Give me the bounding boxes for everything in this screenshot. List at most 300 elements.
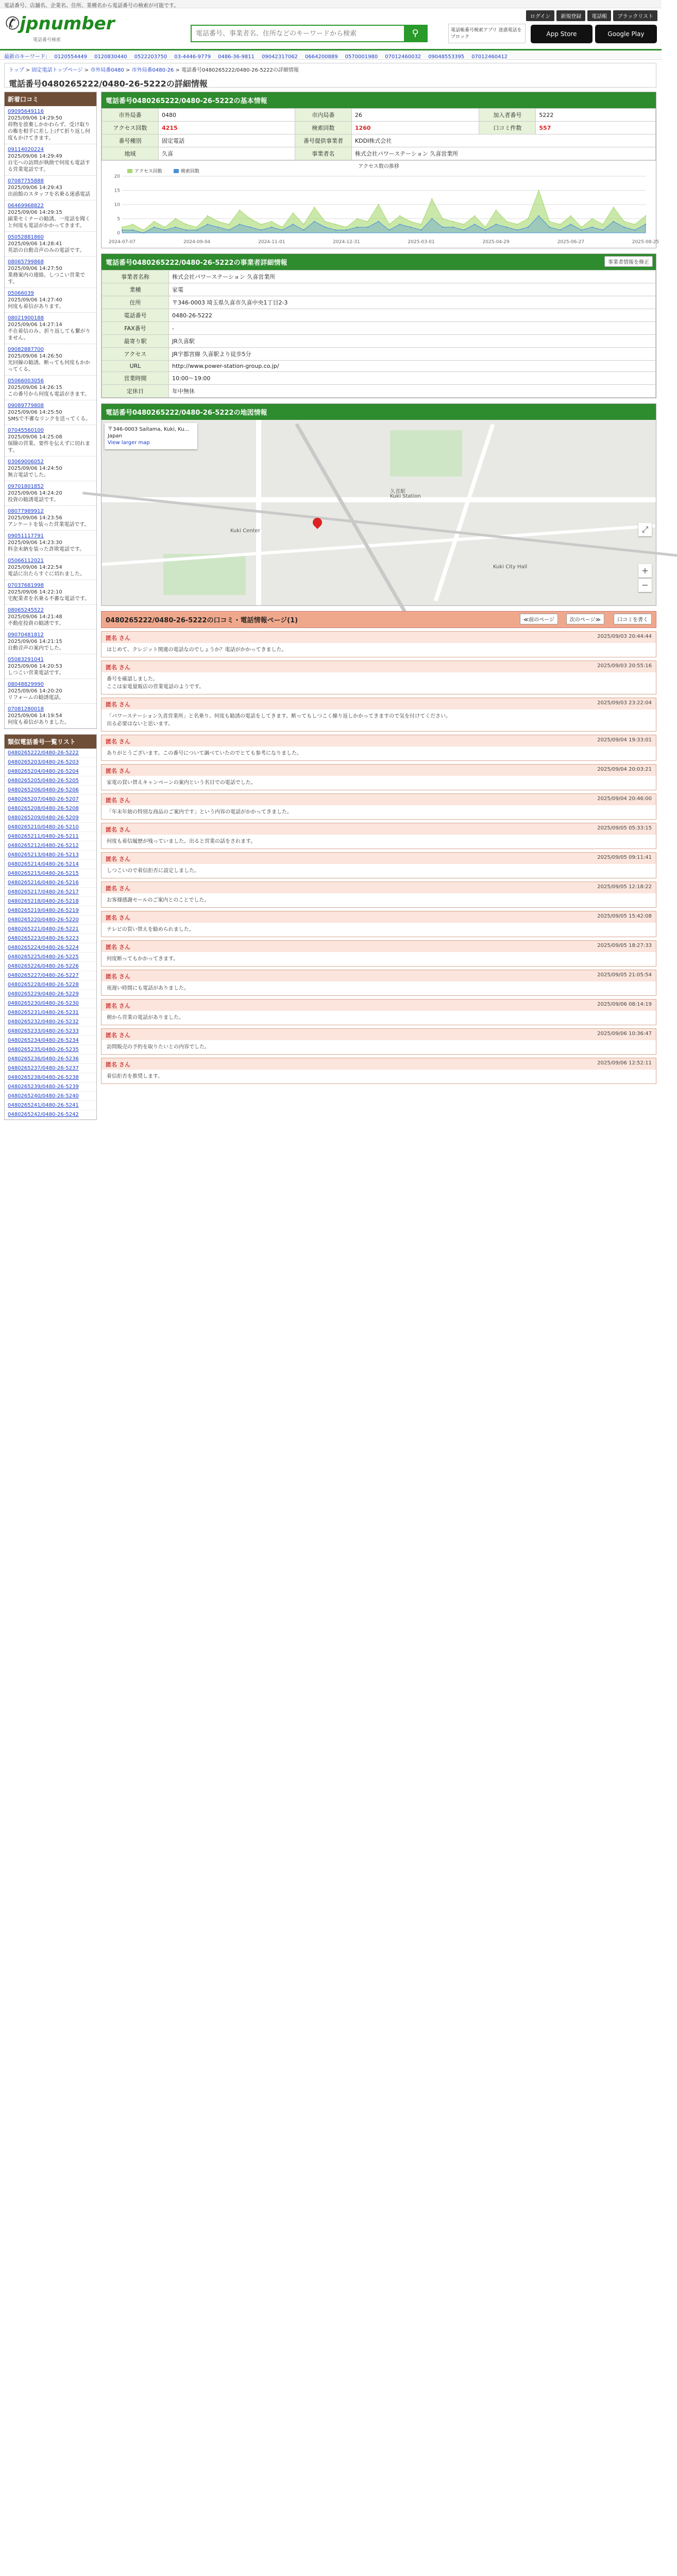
- review-date: 2025/09/04 19:33:01: [597, 737, 652, 743]
- site-logo[interactable]: [5, 13, 115, 34]
- review-date: 2025/09/03 20:55:16: [597, 663, 652, 669]
- chart-point: [623, 227, 624, 228]
- basic-info-cell: アクセス回数: [102, 122, 159, 134]
- review-date: 2025/09/05 05:33:15: [597, 825, 652, 831]
- logo-subtitle: 電話番号検索: [33, 38, 61, 43]
- similar-number-link[interactable]: 0480265222/0480-26-5222: [5, 749, 96, 758]
- business-value: JR宇都宮線 久喜駅より徒歩5分: [169, 348, 656, 361]
- recent-review-item: [5, 531, 96, 555]
- nav-blacklist[interactable]: ブラックリスト: [613, 10, 657, 21]
- map-section: [101, 403, 656, 606]
- similar-number-link[interactable]: 0480265220/0480-26-5220: [5, 916, 96, 925]
- recent-review-time: 2025/09/06 14:24:50: [8, 466, 62, 471]
- breadcrumb-item[interactable]: 市外局番0480: [90, 67, 124, 73]
- review-body: 着信拒否を推奨します。: [107, 1074, 163, 1079]
- similar-number-link[interactable]: 0480265225/0480-26-5225: [5, 953, 96, 962]
- chart-x-tick: 2025-03-01: [408, 240, 435, 245]
- business-value: 10:00〜19:00: [169, 372, 656, 385]
- basic-info-cell: 株式会社パワーステーション 久喜営業所: [351, 147, 655, 160]
- review-post-header: [101, 1058, 656, 1070]
- search-button[interactable]: [404, 26, 427, 41]
- chart-point: [474, 224, 475, 225]
- recent-review-number[interactable]: 07081280018: [8, 706, 44, 712]
- review-author: 匿名 さん: [106, 1003, 130, 1009]
- access-chart-svg: [101, 161, 659, 248]
- business-row: [102, 322, 656, 335]
- review-body: 「パワーステーション久喜営業所」と名乗り、何度も勧誘の電話をしてきます。断ってもしつこく繰り返しかかってきますので気を付けてください。 出る必要はないと思います。: [107, 714, 451, 727]
- review-post-header: [101, 632, 656, 643]
- chart-point: [143, 232, 144, 233]
- review-date: 2025/09/05 09:11:41: [597, 855, 652, 860]
- review-date: 2025/09/06 12:52:11: [597, 1060, 652, 1066]
- similar-number-link[interactable]: 0480265241/0480-26-5241: [5, 1101, 96, 1110]
- review-post-header: [101, 882, 656, 893]
- chart-point: [175, 227, 176, 228]
- chart-y-tick: 15: [114, 188, 120, 194]
- recent-review-time: 2025/09/06 14:22:54: [8, 565, 62, 570]
- recent-review-text: 宅配業者を名乗る不審な電話です。: [8, 596, 90, 602]
- business-key: アクセス: [102, 348, 169, 361]
- similar-number-link[interactable]: 0480265213/0480-26-5213: [5, 851, 96, 860]
- similar-number-link[interactable]: 0480265214/0480-26-5214: [5, 860, 96, 869]
- recent-review-time: 2025/09/06 14:26:50: [8, 353, 62, 359]
- business-key: 営業時間: [102, 372, 169, 385]
- review-post: [101, 735, 656, 761]
- top-notice: 電話番号、店舗名、企業名、住所、業種名から電話番号の検索が可能です。: [0, 0, 662, 8]
- business-table: [101, 270, 656, 398]
- chart-point: [570, 215, 571, 216]
- recent-review-item: [5, 704, 96, 728]
- similar-number-link[interactable]: 0480265240/0480-26-5240: [5, 1092, 96, 1101]
- recent-review-time: 2025/09/06 14:28:41: [8, 241, 62, 247]
- review-body: 朝から営業の電話がありました。: [107, 1015, 184, 1021]
- business-key: 最寄り駅: [102, 335, 169, 348]
- business-key: 業種: [102, 283, 169, 296]
- review-post: [101, 940, 656, 967]
- business-value[interactable]: http://www.power-station-group.co.jp/: [169, 361, 656, 372]
- similar-number-link[interactable]: 0480265210/0480-26-5210: [5, 823, 96, 832]
- keyword-link[interactable]: 07012460032: [385, 54, 421, 60]
- review-author: 匿名 さん: [106, 768, 130, 774]
- similar-number-link[interactable]: 0480265223/0480-26-5223: [5, 934, 96, 943]
- chart-point: [357, 218, 358, 219]
- basic-info-row: [102, 134, 656, 147]
- recent-review-number[interactable]: 08048829990: [8, 682, 44, 687]
- title-bar: [4, 63, 656, 88]
- chart-point: [517, 229, 518, 230]
- recent-review-time: 2025/09/06 14:25:08: [8, 434, 62, 440]
- similar-number-link[interactable]: 0480265224/0480-26-5224: [5, 943, 96, 953]
- similar-number-link[interactable]: 0480265230/0480-26-5230: [5, 999, 96, 1008]
- recent-review-item: [5, 344, 96, 376]
- similar-number-link[interactable]: 0480265212/0480-26-5212: [5, 841, 96, 851]
- app-store-badge[interactable]: App Store: [531, 25, 593, 43]
- review-post-header: [101, 794, 656, 805]
- similar-number-link[interactable]: 0480265235/0480-26-5235: [5, 1045, 96, 1055]
- recent-review-item: [5, 176, 96, 200]
- similar-number-link[interactable]: 0480265228/0480-26-5228: [5, 980, 96, 990]
- recent-review-number[interactable]: 05052881860: [8, 234, 44, 240]
- app-banner[interactable]: 電話帳番号検索アプリ 迷惑電話をブロック: [448, 24, 526, 43]
- similar-number-link[interactable]: 0480265207/0480-26-5207: [5, 795, 96, 804]
- recent-review-item: [5, 630, 96, 654]
- recent-review-text: 業務案内の連絡、しつこい営業です。: [8, 273, 85, 285]
- similar-number-link[interactable]: 0480265215/0480-26-5215: [5, 869, 96, 878]
- chart-point: [196, 227, 197, 228]
- recent-review-text: 不在着信のみ、折り返しても繋がりません。: [8, 329, 91, 341]
- review-post: [101, 823, 656, 849]
- map-heading: 電話番号0480265222/0480-26-5222の地図情報: [101, 404, 656, 420]
- basic-info-row: [102, 109, 656, 122]
- recent-review-time: 2025/09/06 14:21:48: [8, 614, 62, 620]
- keyword-link[interactable]: 07012460412: [471, 54, 508, 60]
- recent-review-time: 2025/09/06 14:23:56: [8, 515, 62, 521]
- chart-point: [335, 229, 336, 230]
- recent-review-item: [5, 144, 96, 176]
- chart-point: [293, 212, 294, 213]
- chart-point: [442, 227, 443, 228]
- keyword-link[interactable]: 03-4446-9779: [174, 54, 211, 60]
- chart-point: [549, 221, 550, 222]
- business-key: FAX番号: [102, 322, 169, 335]
- basic-info-cell: 557: [536, 122, 656, 134]
- business-key: 定休日: [102, 385, 169, 398]
- similar-number-link[interactable]: 0480265206/0480-26-5206: [5, 786, 96, 795]
- chart-point: [282, 227, 283, 228]
- recent-review-number[interactable]: 09114020224: [8, 147, 44, 152]
- similar-number-link[interactable]: 0480265229/0480-26-5229: [5, 990, 96, 999]
- chart-legend-label: アクセス回数: [134, 169, 162, 174]
- review-author: 匿名 さん: [106, 1032, 130, 1039]
- map-info-card: [105, 423, 197, 449]
- business-row: [102, 296, 656, 309]
- review-body: 何度も着信履歴が残っていました。出ると営業の話をされます。: [107, 839, 256, 844]
- next-page-button[interactable]: 次のページ≫: [566, 614, 604, 624]
- recent-review-number[interactable]: 09095649116: [8, 109, 44, 114]
- chart-point: [185, 224, 187, 225]
- chart-point: [271, 221, 272, 222]
- basic-info-heading: 電話番号0480265222/0480-26-5222の基本情報: [101, 92, 656, 108]
- map-zoom-in-icon[interactable]: +: [638, 564, 652, 578]
- recent-review-item: [5, 555, 96, 580]
- similar-number-link[interactable]: 0480265237/0480-26-5237: [5, 1064, 96, 1073]
- recent-review-item: [5, 580, 96, 605]
- chart-point: [485, 227, 486, 228]
- review-post: [101, 631, 656, 657]
- similar-number-link[interactable]: 0480265204/0480-26-5204: [5, 767, 96, 776]
- recent-review-time: 2025/09/06 14:20:20: [8, 688, 62, 694]
- nav-phonebook[interactable]: 電話帳: [587, 10, 611, 21]
- recent-review-text: 保険の営業、要件を伝えずに切れます。: [8, 441, 90, 453]
- chart-point: [122, 229, 123, 230]
- review-author: 匿名 さん: [106, 664, 130, 671]
- chart-point: [239, 224, 240, 225]
- breadcrumb-separator: >: [174, 67, 182, 73]
- chart-x-tick: 2024-07-07: [108, 240, 136, 245]
- chart-point: [623, 221, 624, 222]
- chart-point: [591, 218, 593, 219]
- chart-legend-swatch: [127, 169, 132, 173]
- keyword-link[interactable]: 0522203750: [134, 54, 167, 60]
- chart-x-tick: 2024-09-04: [183, 240, 211, 245]
- similar-number-link[interactable]: 0480265221/0480-26-5221: [5, 925, 96, 934]
- recent-review-time: 2025/09/06 14:22:10: [8, 589, 62, 595]
- similar-number-link[interactable]: 0480265233/0480-26-5233: [5, 1027, 96, 1036]
- breadcrumb-separator: >: [24, 67, 32, 73]
- similar-number-link[interactable]: 0480265209/0480-26-5209: [5, 814, 96, 823]
- map-fullscreen-icon[interactable]: ⤢: [638, 523, 652, 536]
- chart-point: [325, 221, 326, 222]
- chart-point: [164, 227, 165, 228]
- keyword-link[interactable]: 0120554449: [54, 54, 87, 60]
- review-body: ありがとうございます。この番号について調べていたのでとても参考になりました。: [107, 751, 302, 756]
- review-author: 匿名 さん: [106, 856, 130, 862]
- magnifier-icon: ⚲: [412, 28, 419, 39]
- reviews-section: [101, 611, 656, 1084]
- similar-number-link[interactable]: 0480265216/0480-26-5216: [5, 878, 96, 888]
- chart-x-tick: 2024-11-01: [258, 240, 285, 245]
- basic-info-table: [101, 108, 656, 160]
- map-label: 久喜駅: [390, 489, 405, 495]
- recent-review-item: [5, 288, 96, 313]
- chart-point: [346, 229, 347, 230]
- recent-review-time: 2025/09/06 14:23:30: [8, 540, 62, 546]
- write-review-button[interactable]: 口コミを書く: [614, 614, 652, 624]
- chart-point: [143, 229, 144, 230]
- basic-info-cell: 市内局番: [295, 109, 351, 122]
- nav-register[interactable]: 新規登録: [556, 10, 585, 21]
- recent-review-text: SMSで不審なリンクを送ってくる。: [8, 416, 91, 422]
- breadcrumb-item[interactable]: 固定電話トップページ: [31, 67, 83, 73]
- review-author: 匿名 さん: [106, 914, 130, 921]
- breadcrumb-item: 電話番号0480265222/0480-26-5222の詳細情報: [181, 67, 299, 73]
- similar-number-link[interactable]: 0480265218/0480-26-5218: [5, 897, 96, 906]
- recent-review-number[interactable]: 07087755888: [8, 178, 44, 184]
- review-date: 2025/09/03 23:22:04: [597, 700, 652, 706]
- review-post: [101, 698, 656, 732]
- chart-point: [282, 229, 283, 230]
- chart-point: [164, 229, 165, 230]
- basic-info-cell: 地域: [102, 147, 159, 160]
- business-value: 〒346-0003 埼玉県久喜市久喜中央1丁目2-3: [169, 296, 656, 309]
- similar-number-link[interactable]: 0480265236/0480-26-5236: [5, 1055, 96, 1064]
- recent-review-number[interactable]: 09082887700: [8, 347, 44, 352]
- similar-number-link[interactable]: 0480265217/0480-26-5217: [5, 888, 96, 897]
- recent-review-number[interactable]: 08065799868: [8, 259, 44, 265]
- review-date: 2025/09/05 12:18:22: [597, 884, 652, 890]
- recent-review-item: [5, 106, 96, 144]
- google-play-badge[interactable]: Google Play: [595, 25, 657, 43]
- breadcrumb-item[interactable]: 市外局番0480-26: [131, 67, 174, 73]
- recent-review-item: [5, 400, 96, 425]
- basic-info-cell: 番号提供事業者: [295, 134, 351, 147]
- basic-info-cell: 口コミ件数: [479, 122, 536, 134]
- breadcrumb-separator: >: [82, 67, 91, 73]
- review-post-header: [101, 698, 656, 709]
- edit-business-button[interactable]: 事業者情報を修正: [604, 256, 653, 267]
- breadcrumb-item[interactable]: トップ: [9, 67, 24, 73]
- chart-point: [453, 227, 454, 228]
- chart-point: [645, 215, 646, 216]
- chart-point: [506, 227, 507, 228]
- recent-review-text: 荷物を放棄しかかわらず、受け取りの権を相手に差し上げて折り返し何度もかけてきます。: [8, 122, 90, 141]
- chart-point: [431, 218, 432, 219]
- basic-info-section: [101, 92, 659, 248]
- business-row: [102, 385, 656, 398]
- keyword-link[interactable]: 09048553395: [428, 54, 465, 60]
- recent-review-number[interactable]: 09701801852: [8, 484, 44, 489]
- recent-review-time: 2025/09/06 14:29:49: [8, 154, 62, 159]
- review-author: 匿名 さん: [106, 1061, 130, 1068]
- recent-review-time: 2025/09/06 14:29:43: [8, 185, 62, 191]
- business-value: 家電: [169, 283, 656, 296]
- similar-number-link[interactable]: 0480265203/0480-26-5203: [5, 758, 96, 767]
- review-body: 夜遅い時間にも電話がありました。: [107, 986, 189, 991]
- recent-review-number[interactable]: 03069006052: [8, 459, 44, 465]
- similar-number-link[interactable]: 0480265227/0480-26-5227: [5, 971, 96, 980]
- recent-review-number[interactable]: 09051117791: [8, 533, 44, 539]
- chart-point: [357, 227, 358, 228]
- similar-number-link[interactable]: 0480265234/0480-26-5234: [5, 1036, 96, 1045]
- recent-review-number[interactable]: 05066112021: [8, 558, 44, 564]
- review-post-header: [101, 765, 656, 776]
- recent-review-number[interactable]: 05066003056: [8, 378, 44, 384]
- similar-numbers-heading: 類似電話番号一覧リスト: [5, 735, 96, 749]
- keyword-link[interactable]: 0664200889: [304, 54, 338, 60]
- chart-point: [431, 198, 432, 199]
- recent-review-time: 2025/09/06 14:27:14: [8, 322, 62, 328]
- chart-point: [260, 224, 261, 225]
- chart-point: [634, 229, 635, 230]
- recent-review-number[interactable]: 07045560100: [8, 428, 44, 433]
- chart-point: [228, 229, 229, 230]
- review-body: お客様感謝セールのご案内とのことでした。: [107, 897, 210, 903]
- chart-y-tick: 20: [114, 174, 120, 179]
- recent-review-number[interactable]: 05083291041: [8, 657, 44, 663]
- prev-page-button[interactable]: ≪前のページ: [520, 614, 558, 624]
- keyword-link[interactable]: 0120830440: [94, 54, 127, 60]
- similar-numbers-box: [4, 734, 97, 1120]
- recent-review-item: [5, 654, 96, 679]
- chart-x-tick: 2025-08-25: [632, 240, 659, 245]
- chart-point: [463, 229, 464, 230]
- similar-number-link[interactable]: 0480265219/0480-26-5219: [5, 906, 96, 916]
- chart-point: [335, 224, 336, 225]
- chart-point: [485, 229, 486, 230]
- review-author: 匿名 さん: [106, 738, 130, 745]
- chart-point: [591, 227, 593, 228]
- similar-number-link[interactable]: 0480265232/0480-26-5232: [5, 1018, 96, 1027]
- recent-review-text: 不動産投資の勧誘です。: [8, 621, 64, 626]
- latest-keywords: [0, 50, 662, 60]
- review-date: 2025/09/05 21:05:54: [597, 972, 652, 978]
- view-larger-map-link[interactable]: View larger map: [108, 440, 150, 446]
- review-body: 何度断ってもかかってきます。: [107, 956, 179, 962]
- recent-review-time: 2025/09/06 14:29:50: [8, 115, 62, 121]
- keyword-link[interactable]: 09042317062: [261, 54, 298, 60]
- map-view[interactable]: [101, 420, 656, 605]
- chart-point: [250, 227, 251, 228]
- basic-info-row: [102, 147, 656, 160]
- review-post-header: [101, 999, 656, 1011]
- review-body: テレビの買い替えを勧められました。: [107, 927, 194, 933]
- business-section: [101, 253, 656, 398]
- chart-point: [239, 210, 240, 211]
- recent-review-number[interactable]: 09070481812: [8, 632, 44, 638]
- recent-review-time: 2025/09/06 14:27:50: [8, 266, 62, 272]
- chart-point: [410, 227, 411, 228]
- chart-point: [528, 227, 529, 228]
- review-body: しつこいので着信拒否に設定しました。: [107, 868, 199, 874]
- recent-review-text: 自宅への訪問が執拗で何度も電話する営業電話です。: [8, 160, 90, 173]
- basic-info-cell: 市外局番: [102, 109, 159, 122]
- map-zoom-out-icon[interactable]: −: [638, 579, 652, 592]
- similar-number-link[interactable]: 0480265226/0480-26-5226: [5, 962, 96, 971]
- similar-number-link[interactable]: 0480265239/0480-26-5239: [5, 1082, 96, 1092]
- review-date: 2025/09/04 20:46:00: [597, 796, 652, 802]
- similar-number-link[interactable]: 0480265231/0480-26-5231: [5, 1008, 96, 1018]
- business-key: 事業者名称: [102, 270, 169, 283]
- review-post-header: [101, 1029, 656, 1040]
- recent-review-text: 英語の自動音声のみの電話です。: [8, 248, 85, 253]
- chart-point: [217, 227, 218, 228]
- recent-review-number[interactable]: 08077989912: [8, 509, 44, 514]
- recent-review-number[interactable]: 05066039: [8, 291, 34, 296]
- similar-number-link[interactable]: 0480265238/0480-26-5238: [5, 1073, 96, 1082]
- chart-point: [560, 229, 561, 230]
- recent-review-number[interactable]: 09089779808: [8, 403, 44, 409]
- chart-point: [538, 215, 539, 216]
- basic-info-cell: 1260: [351, 122, 479, 134]
- chart-point: [634, 224, 635, 225]
- recent-review-item: [5, 506, 96, 531]
- similar-number-link[interactable]: 0480265208/0480-26-5208: [5, 804, 96, 814]
- review-date: 2025/09/05 15:42:08: [597, 913, 652, 919]
- keyword-link[interactable]: 0486-36-9811: [218, 54, 255, 60]
- recent-review-number[interactable]: 06469968822: [8, 203, 44, 209]
- similar-number-link[interactable]: 0480265211/0480-26-5211: [5, 832, 96, 841]
- similar-number-link[interactable]: 0480265205/0480-26-5205: [5, 776, 96, 786]
- review-author: 匿名 さん: [106, 885, 130, 892]
- recent-review-item: [5, 313, 96, 344]
- keyword-link[interactable]: 0570001980: [345, 54, 378, 60]
- review-post-header: [101, 970, 656, 981]
- recent-review-number[interactable]: 08065245522: [8, 607, 44, 613]
- review-body: 訪問販売の予約を取りたいとの内容でした。: [107, 1044, 210, 1050]
- chart-point: [388, 224, 390, 225]
- recent-review-number[interactable]: 08021900188: [8, 315, 44, 321]
- chart-point: [196, 229, 197, 230]
- map-label: Kuki Station: [390, 494, 421, 499]
- basic-info-cell: 加入者番号: [479, 109, 536, 122]
- recent-review-number[interactable]: 07037681998: [8, 583, 44, 588]
- chart-point: [463, 224, 464, 225]
- nav-login[interactable]: ログイン: [526, 10, 555, 21]
- review-author: 匿名 さん: [106, 826, 130, 833]
- business-row: [102, 361, 656, 372]
- chart-x-tick: 2025-04-29: [482, 240, 510, 245]
- review-post-header: [101, 853, 656, 864]
- recent-review-text: 無言電話でした。: [8, 472, 49, 478]
- review-date: 2025/09/04 20:03:21: [597, 767, 652, 772]
- chart-point: [217, 221, 218, 222]
- recent-review-time: 2025/09/06 14:20:53: [8, 664, 62, 669]
- similar-number-link[interactable]: 0480265242/0480-26-5242: [5, 1110, 96, 1120]
- recent-review-text: 何度も着信がありました。: [8, 720, 70, 725]
- search-input[interactable]: [192, 26, 403, 41]
- page-title: 電話番号0480265222/0480-26-5222の詳細情報: [9, 79, 208, 89]
- review-post: [101, 793, 656, 820]
